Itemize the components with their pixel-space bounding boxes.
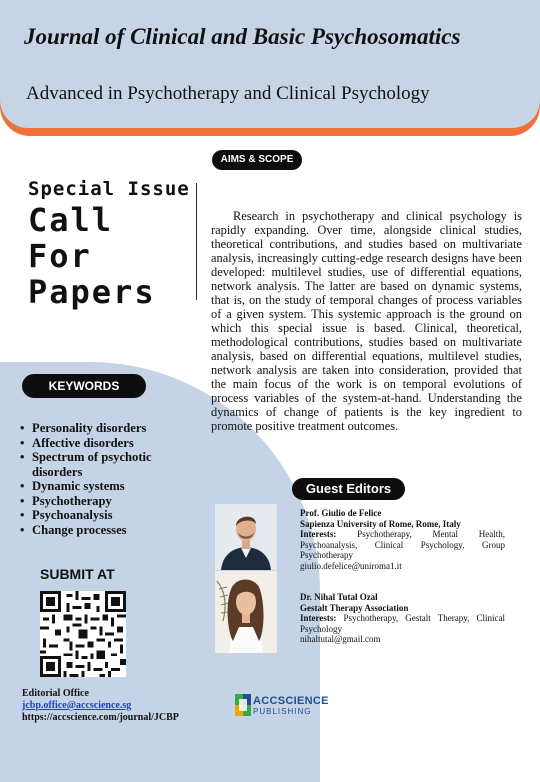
interests-label: Interests: xyxy=(300,529,337,539)
accscience-logo-icon xyxy=(235,694,251,716)
journal-title: Journal of Clinical and Basic Psychosomatics xyxy=(24,24,461,49)
editor-name: Prof. Giulio de Felice xyxy=(300,508,382,518)
header-banner xyxy=(0,0,540,128)
keyword-item: • Psychoanalysis xyxy=(20,508,182,523)
editor-card-nihal xyxy=(300,592,505,645)
keyword-item: • Dynamic systems xyxy=(20,479,182,494)
for-word: For xyxy=(28,237,92,275)
editor-email[interactable]: nihaltutal@gmail.com xyxy=(300,634,381,644)
call-word: Call xyxy=(28,201,114,239)
keywords-list xyxy=(20,421,182,537)
keywords-badge: KEYWORDS xyxy=(22,374,146,398)
editor-photo-giulio xyxy=(215,504,277,570)
keyword-item: • Change processes xyxy=(20,523,182,538)
special-issue-label: Special Issue xyxy=(28,178,190,200)
interests-text: Psychotherapy, Mental Health, Psychoanalysis, Clinical Psychology, Group Psychotherapy xyxy=(300,529,506,560)
keyword-item: • Psychotherapy xyxy=(20,494,182,509)
keyword-item: • Affective disorders xyxy=(20,436,182,451)
editor-card-giulio xyxy=(300,508,505,571)
editorial-office-title: Editorial Office xyxy=(22,688,89,699)
editor-affiliation: Gestalt Therapy Association xyxy=(300,602,409,613)
editor-email[interactable]: giulio.defelice@uniroma1.it xyxy=(300,560,402,571)
logo-line2: PUBLISHING xyxy=(253,707,312,716)
editorial-email-link[interactable]: jcbp.office@accscience.sg xyxy=(22,700,132,711)
journal-subtitle: Advanced in Psychotherapy and Clinical Psychology xyxy=(26,83,430,104)
interests-text: Psychotherapy, Gestalt Therapy, Clinical Psychology xyxy=(300,613,505,634)
keyword-item: • Personality disorders xyxy=(20,421,182,436)
aims-paragraph: Research in psychotherapy and clinical psychology is rapidly expanding. Over time, alongside clinical studies, theoretical contributions, and studies based on multivariate analysis, increasingly cutting-edge research designs have been developed: multilevel studies, use of differential equations, network analysis. The latter are based on dynamic systems, that is, on the study of temporal changes of process variables of a given system. This systemic approach is the ground on which this special issue is based. Clinical, theoretical, methodological contributions, studies based on multivariate analysis, based on differential equations, multilevel studies, network analysis are taken into consideration, provided that the main focus of the work is on temporal evolutions of process variables of the system-at-hand. Understanding the dynamics of change of patients is the key ingredient to promote positive treatment outcomes. xyxy=(211,209,522,433)
submit-at-label: SUBMIT AT xyxy=(40,566,115,582)
special-issue-heading xyxy=(28,178,190,310)
divider-line xyxy=(196,183,197,300)
editor-affiliation: Sapienza University of Rome, Rome, Italy xyxy=(300,518,461,529)
editorial-office xyxy=(22,688,179,724)
keyword-item: • Spectrum of psychotic disorders xyxy=(20,450,182,479)
interests-label: Interests: xyxy=(300,613,337,623)
editor-name: Dr. Nihal Tutal Ozal xyxy=(300,592,378,602)
aims-scope-badge: AIMS & SCOPE xyxy=(212,150,302,170)
aims-scope-text xyxy=(211,209,522,433)
editor-interests xyxy=(300,613,505,634)
editor-photo-nihal xyxy=(215,571,277,653)
logo-line1: ACCSCIENCE xyxy=(253,695,329,707)
editor-interests xyxy=(300,529,505,561)
editorial-url[interactable]: https://accscience.com/journal/JCBP xyxy=(22,712,179,723)
accscience-logo[interactable] xyxy=(235,693,335,719)
guest-editors-badge: Guest Editors xyxy=(292,478,405,500)
papers-word: Papers xyxy=(28,273,156,311)
qr-code-icon[interactable] xyxy=(40,591,126,677)
